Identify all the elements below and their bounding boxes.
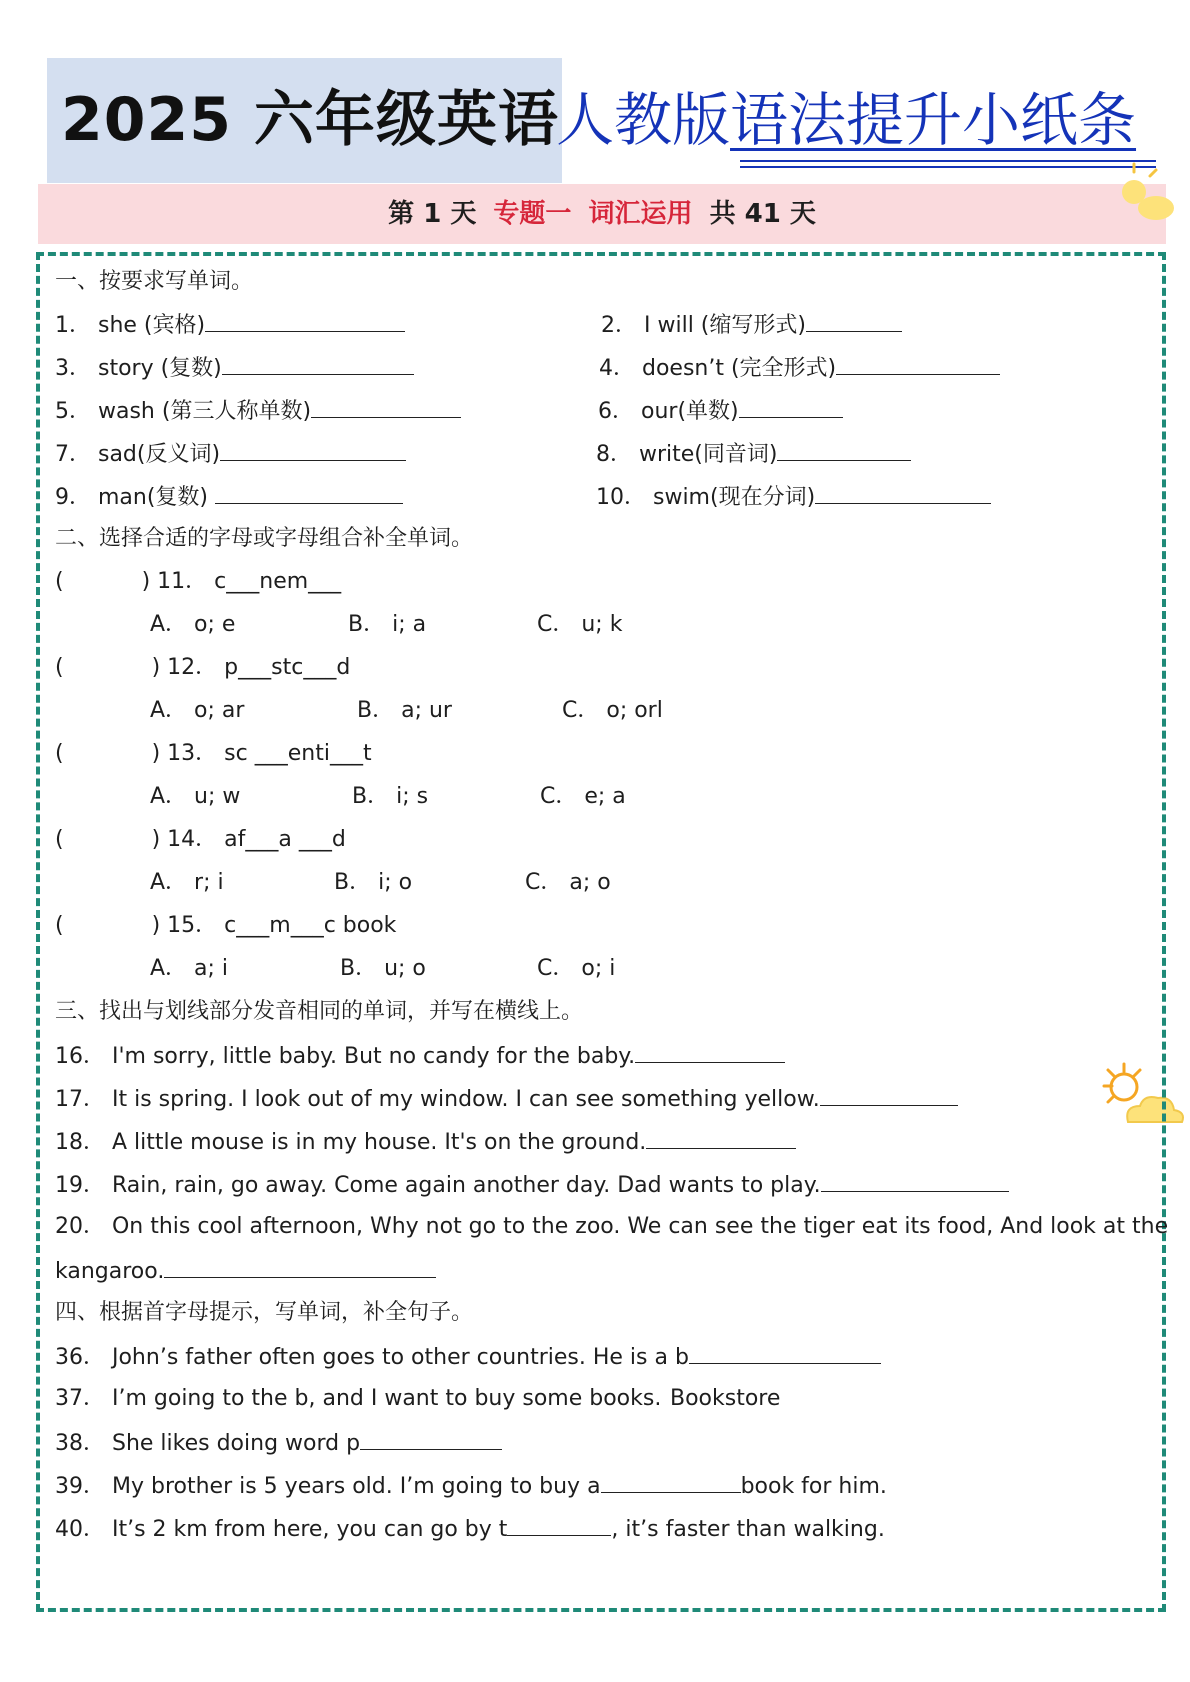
section2-heading: 二、选择合适的字母或字母组合补全单词。: [55, 526, 474, 551]
option-a[interactable]: A． r; i: [150, 870, 224, 895]
answer-blank[interactable]: [806, 309, 902, 332]
question-19: 19． Rain, rain, go away. Come again another day. Dad wants to play.: [55, 1169, 1009, 1201]
question-20-continued: kangaroo.: [55, 1255, 436, 1287]
option-a[interactable]: A． a; i: [150, 956, 229, 981]
answer-blank[interactable]: [164, 1255, 436, 1278]
option-c[interactable]: C． e; a: [540, 784, 626, 809]
question-16: 16． I'm sorry, little baby. But no candy for the baby.: [55, 1040, 785, 1072]
option-c[interactable]: C． o; i: [537, 956, 616, 981]
answer-blank[interactable]: [777, 438, 911, 461]
question-9: 9． man(复数): [55, 481, 403, 513]
title-underline: [740, 160, 1156, 168]
subtitle: [556, 80, 1136, 160]
question-40: 40． It’s 2 km from here, you can go by t , it’s faster than walking.: [55, 1513, 885, 1545]
question-14: ( ) 14． af___a ___d: [55, 827, 346, 852]
answer-blank[interactable]: [507, 1513, 611, 1536]
question-15: ( ) 15． c___m___c book: [55, 913, 397, 938]
answer-blank[interactable]: [220, 438, 406, 461]
option-b[interactable]: B． i; a: [348, 612, 427, 637]
option-b[interactable]: B． u; o: [340, 956, 426, 981]
option-c[interactable]: C． a; o: [525, 870, 611, 895]
question-38: 38． She likes doing word p: [55, 1427, 502, 1459]
answer-blank[interactable]: [815, 481, 991, 504]
question-4: 4． doesn’t (完全形式): [599, 352, 1000, 384]
option-b[interactable]: B． i; o: [334, 870, 413, 895]
question-6: 6． our(单数): [598, 395, 843, 427]
option-a[interactable]: A． o; e: [150, 612, 236, 637]
question-39: 39． My brother is 5 years old. I’m going to buy a book for him.: [55, 1470, 887, 1502]
sun-cloud-icon: [1120, 160, 1176, 230]
answer-blank[interactable]: [635, 1040, 785, 1063]
topic-label: 专题一: [493, 199, 572, 229]
question-18: 18． A little mouse is in my house. It's on the ground.: [55, 1126, 796, 1158]
question-7: 7． sad(反义词): [55, 438, 406, 470]
answer-blank[interactable]: [215, 481, 403, 504]
question-1: 1． she (宾格): [55, 309, 405, 341]
page-title: 2025 六年级英语: [47, 58, 562, 183]
answer-blank[interactable]: [222, 352, 414, 375]
question-5: 5． wash (第三人称单数): [55, 395, 461, 427]
answer-blank[interactable]: [311, 395, 461, 418]
question-3: 3． story (复数): [55, 352, 414, 384]
option-c[interactable]: C． o; orl: [562, 698, 663, 723]
question-10: 10． swim(现在分词): [596, 481, 991, 513]
answer-blank[interactable]: [646, 1126, 796, 1149]
question-2: 2． I will (缩写形式): [601, 309, 902, 341]
option-b[interactable]: B． i; s: [352, 784, 429, 809]
section4-heading: 四、根据首字母提示，写单词，补全句子。: [55, 1300, 474, 1325]
question-36: 36． John’s father often goes to other countries. He is a b: [55, 1341, 881, 1373]
answer-blank[interactable]: [739, 395, 843, 418]
question-11: ( ) 11． c___nem___: [55, 569, 342, 594]
answer-blank[interactable]: [360, 1427, 502, 1450]
answer-blank[interactable]: [836, 352, 1000, 375]
question-12: ( ) 12． p___stc___d: [55, 655, 351, 680]
day-banner: [38, 184, 1166, 244]
question-37: 37． I’m going to the b, and I want to buy some books.: [55, 1386, 662, 1411]
answer-blank[interactable]: [205, 309, 405, 332]
topic-name: 词汇运用: [588, 199, 693, 229]
option-b[interactable]: B． a; ur: [357, 698, 452, 723]
answer-blank[interactable]: [821, 1169, 1009, 1192]
option-a[interactable]: A． o; ar: [150, 698, 245, 723]
answer-blank[interactable]: [601, 1470, 741, 1493]
subtitle-topic: 语法提升小纸条: [730, 86, 1137, 154]
section1-heading: 一、按要求写单词。: [55, 269, 254, 294]
question-8: 8． write(同音词): [596, 438, 911, 470]
question-17: 17． It is spring. I look out of my window. I can see something yellow.: [55, 1083, 958, 1115]
handwritten-answer: Bookstore: [670, 1386, 781, 1411]
question-13: ( ) 13． sc ___enti___t: [55, 741, 372, 766]
subtitle-edition: 人教版: [556, 86, 731, 154]
answer-blank[interactable]: [689, 1341, 881, 1364]
answer-blank[interactable]: [820, 1083, 958, 1106]
day-label: 第 1 天: [388, 199, 477, 229]
total-days: 共 41 天: [709, 199, 816, 229]
question-20: 20． On this cool afternoon, Why not go to the zoo. We can see the tiger eat its food, And look at the: [55, 1214, 1169, 1239]
option-c[interactable]: C． u; k: [537, 612, 623, 637]
section3-heading: 三、找出与划线部分发音相同的单词，并写在横线上。: [55, 999, 584, 1024]
option-a[interactable]: A． u; w: [150, 784, 241, 809]
